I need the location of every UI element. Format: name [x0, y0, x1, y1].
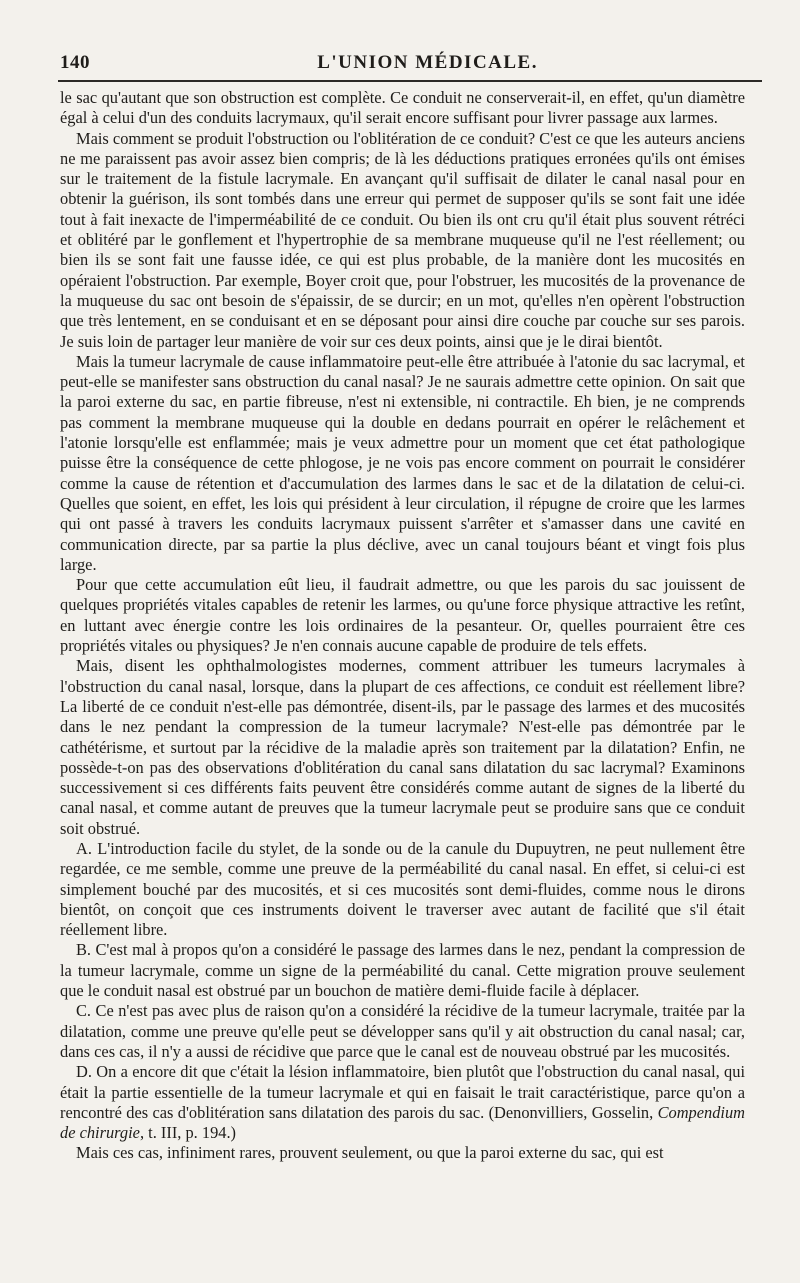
- paragraph: Mais comment se produit l'obstruction ou l'oblitération de ce conduit? C'est ce que les auteurs anciens ne me paraissent pas avoir assez bien compris; de là les déductions pratiques erronées qu'ils ont émises sur le traitement de la fistule lacrymale. En avançant qu'il suffisait de dilater le canal nasal pour en obtenir la guérison, ils sont tombés dans une erreur qui permet de supposer qu'ils se sont fait une idée tout à fait inexacte de l'imperméabilité de ce conduit. Ou bien ils ont cru qu'il était plus souvent rétréci et oblitéré par le gonflement et l'hypertrophie de sa membrane muqueuse qu'il ne l'est réellement; ou bien ils se sont fait une fausse idée, ce qui est plus probable, de la manière dont les mucosités en opéraient l'obstruction. Par exemple, Boyer croit que, pour l'obstruer, les mucosités de la provenance de la muqueuse du sac ont besoin de s'épaissir, de se durcir; en un mot, qu'elles n'en opèrent l'obstruction que très lentement, en se conduisant et en se déposant pour ainsi dire couche par couche sur ses parois. Je suis loin de partager leur manière de voir sur ces deux points, ainsi que je le dirai bientôt.: [60, 128, 745, 351]
- body-text: [60, 88, 745, 1164]
- paragraph: Mais, disent les ophthalmologistes modernes, comment attribuer les tumeurs lacrymales à l'obstruction du canal nasal, lorsque, dans la plupart de ces affections, ce conduit est réellement libre? La liberté de ce conduit n'est-elle pas démontrée, disent-ils, par le passage des larmes et des mucosités dans le nez pendant la compression de la tumeur lacrymale? N'est-elle pas démontrée par le cathétérisme, et surtout par la récidive de la maladie après son traitement par la dilatation? Enfin, ne possède-t-on pas des observations d'oblitération du canal sans dilatation du sac lacrymal? Examinons successivement si ces différents faits peuvent être considérés comme autant de signes de la liberté du canal nasal, et comme autant de preuves que la tumeur lacrymale peut se produire sans que ce conduit soit obstrué.: [60, 656, 745, 838]
- paragraph: Mais la tumeur lacrymale de cause inflammatoire peut-elle être attribuée à l'atonie du sac lacrymal, et peut-elle se manifester sans obstruction du canal nasal? Je ne saurais admettre cette opinion. On sait que la paroi externe du sac, en partie fibreuse, n'est ni extensible, ni contractile. Eh bien, je ne comprends pas comment la membrane muqueuse qui la double en dedans pourrait en opérer le relâchement et l'atonie lorsqu'elle est enflammée; mais je veux admettre pour un moment que cet état pathologique puisse être la conséquence de cette phlogose, je ne vois pas encore comment on pourrait le considérer comme la cause de rétention et d'accumulation des larmes dans le sac et de la dilatation de celui-ci. Quelles que soient, en effet, les lois qui président à leur circulation, il répugne de croire que les larmes qui ont passé à travers les conduits lacrymaux puissent s'arrêter et s'amasser dans une cavité en communication directe, par sa partie la plus déclive, avec un canal toujours béant et vingt fois plus large.: [60, 351, 745, 574]
- paragraph: B. C'est mal à propos qu'on a considéré le passage des larmes dans le nez, pendant la compression de la tumeur lacrymale, comme un signe de la perméabilité du canal. Cette migration prouve seulement que le conduit nasal est obstrué par un bouchon de matière demi-fluide facile à déplacer.: [60, 940, 745, 1001]
- page-number: 140: [60, 52, 90, 73]
- paragraph-text: D. On a encore dit que c'était la lésion inflammatoire, bien plutôt que l'obstruction du canal nasal, qui était la partie essentielle de la tumeur lacrymale et qui en faisait le trait caractéristique, parce qu'on a rencontré des cas d'oblitération sans dilatation des parois du sac. (Denonvilliers, Gosselin,: [60, 1062, 745, 1122]
- paragraph: le sac qu'autant que son obstruction est complète. Ce conduit ne conserverait-il, en effet, qu'un diamètre égal à celui d'un des conduits lacrymaux, qu'il serait encore suffisant pour livrer passage aux larmes.: [60, 88, 745, 128]
- paragraph: [60, 1062, 745, 1143]
- paragraph: A. L'introduction facile du stylet, de la sonde ou de la canule du Dupuytren, ne peut nullement être regardée, ce me semble, comme une preuve de la perméabilité du canal nasal. En effet, si celui-ci est simplement bouché par des mucosités, et si ces mucosités sont demi-fluides, comme nous le dirons bientôt, on conçoit que ces instruments doivent le traverser avec autant de facilité que s'il était réellement libre.: [60, 838, 745, 940]
- reference-suffix: , t. III, p. 194.): [139, 1123, 237, 1143]
- reference-title: Compendium de chirurgie: [60, 1102, 745, 1143]
- running-title: L'UNION MÉDICALE.: [317, 52, 538, 73]
- paragraph: C. Ce n'est pas avec plus de raison qu'on a considéré la récidive de la tumeur lacrymale, traitée par la dilatation, comme une preuve qu'elle peut se développer sans qu'il y ait obstruction du canal nasal; car, dans ces cas, il n'y a aussi de récidive que parce que le canal est de nouveau obstrué par les mucosités.: [60, 1001, 745, 1061]
- header-rule: [58, 80, 762, 82]
- page-header: [60, 40, 748, 74]
- paragraph: Mais ces cas, infiniment rares, prouvent seulement, ou que la paroi externe du sac, qui est: [76, 1143, 664, 1163]
- paragraph: Pour que cette accumulation eût lieu, il faudrait admettre, ou que les parois du sac jouissent de quelques propriétés vitales capables de retenir les larmes, ou qu'une force physique attractive les retînt, en luttant avec énergie contre les lois ordinaires de la pesanteur. Or, quelles pourraient être ces propriétés vitales ou physiques? Je n'en connais aucune capable de produire de tels effets.: [60, 575, 745, 656]
